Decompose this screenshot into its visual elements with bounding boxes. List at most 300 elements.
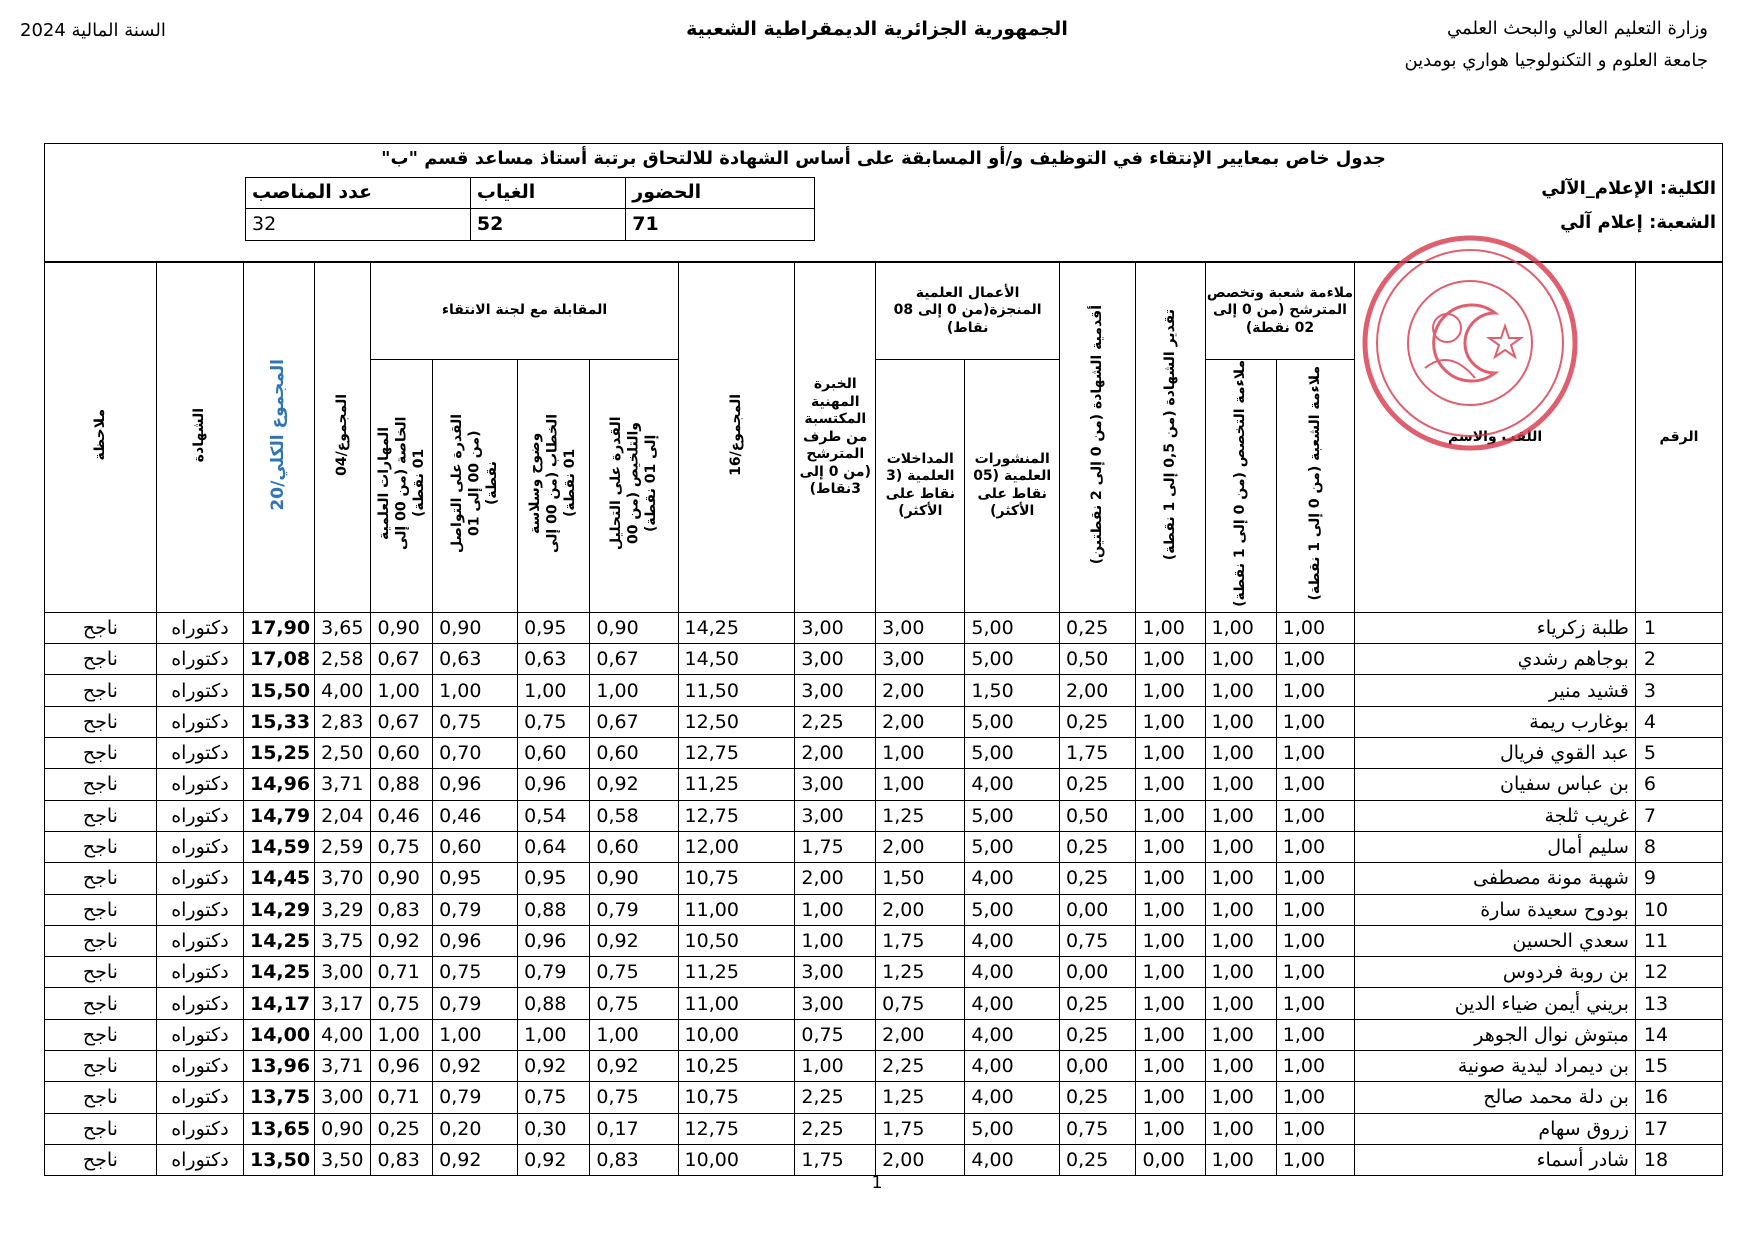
- cell-pub: 4,00: [965, 988, 1060, 1019]
- faculty-label: الكلية:: [1659, 178, 1716, 199]
- cell-tot: 14,59: [243, 831, 314, 862]
- cell-deg: دكتوراه: [156, 1113, 243, 1144]
- cell-name: شهبة مونة مصطفى: [1355, 863, 1636, 894]
- cell-deg: دكتوراه: [156, 769, 243, 800]
- cell-sk: 0,71: [371, 957, 433, 988]
- cell-com: 2,00: [876, 1019, 965, 1050]
- cell-an: 0,92: [590, 769, 678, 800]
- cell-rem: ناجح: [45, 894, 157, 925]
- cell-exp: 3,00: [795, 612, 876, 643]
- cell-sb: 1,00: [1276, 706, 1355, 737]
- cell-an: 1,00: [590, 675, 678, 706]
- cell-an: 0,60: [590, 831, 678, 862]
- cell-pub: 5,00: [965, 738, 1060, 769]
- cell-name: طلبة زكرياء: [1355, 612, 1636, 643]
- cell-ss: 1,00: [1205, 925, 1276, 956]
- cell-com: 1,75: [876, 1113, 965, 1144]
- cell-name: قشيد منير: [1355, 675, 1636, 706]
- col-degree: الشهادة: [156, 262, 243, 612]
- cell-ds: 0,75: [1059, 1113, 1136, 1144]
- cell-tot: 14,25: [243, 925, 314, 956]
- cell-name: شادر أسماء: [1355, 1144, 1636, 1175]
- cell-com: 2,00: [876, 1144, 965, 1175]
- cell-sb: 1,00: [1276, 1082, 1355, 1113]
- cell-tot: 13,65: [243, 1113, 314, 1144]
- cell-exp: 3,00: [795, 644, 876, 675]
- table-title: جدول خاص بمعايير الإنتقاء في التوظيف و/أو المسابقة على أساس الشهادة للالتحاق برتبة أستاذ مساعد قسم "ب": [381, 148, 1386, 169]
- cell-t16: 10,00: [678, 1144, 795, 1175]
- col-num: الرقم: [1635, 262, 1722, 612]
- table-row: [45, 988, 1723, 1019]
- cell-dg: 1,00: [1136, 1082, 1205, 1113]
- cell-pub: 5,00: [965, 706, 1060, 737]
- cell-dg: 1,00: [1136, 894, 1205, 925]
- cell-exp: 3,00: [795, 957, 876, 988]
- cell-com: 2,00: [876, 831, 965, 862]
- cell-cl: 0,92: [518, 1144, 590, 1175]
- cell-an: 0,75: [590, 957, 678, 988]
- candidate-rows: [45, 612, 1723, 1175]
- cell-n: 10: [1635, 894, 1722, 925]
- cell-rem: ناجح: [45, 925, 157, 956]
- cell-n: 14: [1635, 1019, 1722, 1050]
- cell-name: مبتوش نوال الجوهر: [1355, 1019, 1636, 1050]
- cell-pub: 4,00: [965, 1051, 1060, 1082]
- cell-cl: 0,95: [518, 863, 590, 894]
- present-count: 71: [626, 209, 815, 240]
- cell-cm: 0,90: [433, 612, 518, 643]
- cell-rem: ناجح: [45, 675, 157, 706]
- faculty-value: الإعلام_الآلي: [1541, 178, 1654, 199]
- cell-com: 1,00: [876, 769, 965, 800]
- cell-rem: ناجح: [45, 738, 157, 769]
- col-remark: ملاحظة: [45, 262, 157, 612]
- cell-cl: 0,54: [518, 800, 590, 831]
- cell-sk: 0,96: [371, 1051, 433, 1082]
- cell-sb: 1,00: [1276, 831, 1355, 862]
- cell-t4: 3,00: [315, 1082, 371, 1113]
- cell-n: 17: [1635, 1113, 1722, 1144]
- cell-pub: 4,00: [965, 1082, 1060, 1113]
- cell-ds: 0,25: [1059, 863, 1136, 894]
- cell-name: بن ديمراد ليدية صونية: [1355, 1051, 1636, 1082]
- table-row: [45, 1051, 1723, 1082]
- fiscal-year: السنة المالية 2024: [20, 20, 166, 41]
- col-suit-branch: ملاءمة الشعبة (من 0 إلى 1 نقطة): [1276, 359, 1355, 612]
- cell-ds: 2,00: [1059, 675, 1136, 706]
- cell-t16: 12,50: [678, 706, 795, 737]
- cell-t16: 12,75: [678, 738, 795, 769]
- cell-exp: 1,00: [795, 894, 876, 925]
- cell-ds: 0,25: [1059, 988, 1136, 1019]
- cell-pub: 4,00: [965, 957, 1060, 988]
- cell-t4: 2,58: [315, 644, 371, 675]
- cell-t16: 14,50: [678, 644, 795, 675]
- cell-pub: 4,00: [965, 769, 1060, 800]
- cell-n: 3: [1635, 675, 1722, 706]
- cell-sk: 0,92: [371, 925, 433, 956]
- col-interview-group: المقابلة مع لجنة الانتقاء: [371, 262, 678, 359]
- cell-rem: ناجح: [45, 644, 157, 675]
- cell-ds: 0,25: [1059, 769, 1136, 800]
- cell-sb: 1,00: [1276, 800, 1355, 831]
- cell-exp: 1,75: [795, 831, 876, 862]
- cell-ds: 0,50: [1059, 800, 1136, 831]
- cell-deg: دكتوراه: [156, 1051, 243, 1082]
- cell-t4: 3,65: [315, 612, 371, 643]
- cell-tot: 14,00: [243, 1019, 314, 1050]
- cell-t16: 10,75: [678, 1082, 795, 1113]
- col-suit-spec: ملاءمة التخصص (من 0 إلى 1 نقطة): [1205, 359, 1276, 612]
- cell-rem: ناجح: [45, 1144, 157, 1175]
- cell-sk: 0,75: [371, 831, 433, 862]
- present-label: الحضور: [626, 178, 815, 209]
- cell-name: بوجاهم رشدي: [1355, 644, 1636, 675]
- cell-cl: 0,75: [518, 706, 590, 737]
- cell-t4: 4,00: [315, 1019, 371, 1050]
- cell-name: بن عباس سفيان: [1355, 769, 1636, 800]
- cell-dg: 1,00: [1136, 644, 1205, 675]
- col-name: اللقب والاسم: [1355, 262, 1636, 612]
- cell-sk: 0,46: [371, 800, 433, 831]
- cell-rem: ناجح: [45, 706, 157, 737]
- cell-n: 5: [1635, 738, 1722, 769]
- cell-n: 11: [1635, 925, 1722, 956]
- cell-tot: 15,25: [243, 738, 314, 769]
- cell-cl: 0,30: [518, 1113, 590, 1144]
- cell-cm: 1,00: [433, 675, 518, 706]
- cell-n: 1: [1635, 612, 1722, 643]
- cell-t4: 3,71: [315, 769, 371, 800]
- cell-an: 0,83: [590, 1144, 678, 1175]
- cell-tot: 14,45: [243, 863, 314, 894]
- positions-count: 32: [246, 209, 471, 240]
- cell-cm: 0,79: [433, 1082, 518, 1113]
- cell-pub: 5,00: [965, 644, 1060, 675]
- cell-ds: 0,25: [1059, 1082, 1136, 1113]
- cell-pub: 5,00: [965, 831, 1060, 862]
- cell-deg: دكتوراه: [156, 675, 243, 706]
- cell-sk: 0,90: [371, 863, 433, 894]
- cell-exp: 1,00: [795, 1051, 876, 1082]
- col-works-group: الأعمال العلمية المنجزة(من 0 إلى 08 نقاط): [876, 262, 1060, 359]
- cell-sb: 1,00: [1276, 1144, 1355, 1175]
- cell-t16: 14,25: [678, 612, 795, 643]
- cell-rem: ناجح: [45, 800, 157, 831]
- col-analysis: القدرة على التحليل والتلخيص (من 00 إلى 01 نقطة): [590, 359, 678, 612]
- cell-deg: دكتوراه: [156, 863, 243, 894]
- cell-name: بوغارب ريمة: [1355, 706, 1636, 737]
- table-row: [45, 675, 1723, 706]
- cell-exp: 2,00: [795, 863, 876, 894]
- cell-t16: 11,00: [678, 894, 795, 925]
- cell-t4: 3,50: [315, 1144, 371, 1175]
- cell-ds: 0,25: [1059, 612, 1136, 643]
- cell-n: 6: [1635, 769, 1722, 800]
- cell-exp: 3,00: [795, 800, 876, 831]
- cell-deg: دكتوراه: [156, 738, 243, 769]
- col-communications: المداخلات العلمية (3 نقاط على الأكثر): [876, 359, 965, 612]
- cell-pub: 4,00: [965, 863, 1060, 894]
- cell-com: 3,00: [876, 644, 965, 675]
- col-communication: القدرة على التواصل (من 00 إلى 01 نقطة): [433, 359, 518, 612]
- cell-sk: 1,00: [371, 1019, 433, 1050]
- cell-n: 12: [1635, 957, 1722, 988]
- cell-exp: 2,00: [795, 738, 876, 769]
- cell-t4: 3,00: [315, 957, 371, 988]
- cell-sb: 1,00: [1276, 988, 1355, 1019]
- cell-name: سعدي الحسين: [1355, 925, 1636, 956]
- cell-t4: 3,17: [315, 988, 371, 1019]
- cell-n: 7: [1635, 800, 1722, 831]
- cell-t4: 2,83: [315, 706, 371, 737]
- cell-rem: ناجح: [45, 1113, 157, 1144]
- cell-com: 1,25: [876, 800, 965, 831]
- table-row: [45, 644, 1723, 675]
- cell-deg: دكتوراه: [156, 1144, 243, 1175]
- cell-sb: 1,00: [1276, 769, 1355, 800]
- cell-tot: 17,90: [243, 612, 314, 643]
- cell-dg: 1,00: [1136, 769, 1205, 800]
- cell-ss: 1,00: [1205, 1144, 1276, 1175]
- cell-sb: 1,00: [1276, 1113, 1355, 1144]
- cell-ss: 1,00: [1205, 831, 1276, 862]
- cell-an: 0,92: [590, 1051, 678, 1082]
- cell-an: 0,90: [590, 612, 678, 643]
- cell-an: 0,92: [590, 925, 678, 956]
- cell-sk: 1,00: [371, 675, 433, 706]
- cell-n: 15: [1635, 1051, 1722, 1082]
- cell-t16: 10,75: [678, 863, 795, 894]
- cell-cm: 0,95: [433, 863, 518, 894]
- cell-ss: 1,00: [1205, 988, 1276, 1019]
- cell-t16: 12,00: [678, 831, 795, 862]
- cell-ss: 1,00: [1205, 769, 1276, 800]
- cell-name: غريب ثلجة: [1355, 800, 1636, 831]
- cell-ss: 1,00: [1205, 738, 1276, 769]
- cell-sk: 0,88: [371, 769, 433, 800]
- cell-n: 9: [1635, 863, 1722, 894]
- cell-rem: ناجح: [45, 1082, 157, 1113]
- cell-an: 0,17: [590, 1113, 678, 1144]
- table-row: [45, 1019, 1723, 1050]
- cell-sk: 0,90: [371, 612, 433, 643]
- cell-com: 1,25: [876, 957, 965, 988]
- col-degree-grade: تقدير الشهادة (من 0,5 إلى 1 نقطة): [1136, 262, 1205, 612]
- table-row: [45, 612, 1723, 643]
- cell-ss: 1,00: [1205, 706, 1276, 737]
- cell-dg: 1,00: [1136, 831, 1205, 862]
- cell-dg: 1,00: [1136, 738, 1205, 769]
- branch-label: الشعبة:: [1649, 212, 1716, 233]
- cell-tot: 15,33: [243, 706, 314, 737]
- cell-name: بودوح سعيدة سارة: [1355, 894, 1636, 925]
- table-row: [45, 1082, 1723, 1113]
- cell-an: 0,75: [590, 988, 678, 1019]
- cell-cl: 0,79: [518, 957, 590, 988]
- cell-ds: 0,25: [1059, 831, 1136, 862]
- cell-cm: 0,60: [433, 831, 518, 862]
- cell-dg: 1,00: [1136, 1113, 1205, 1144]
- cell-pub: 5,00: [965, 612, 1060, 643]
- cell-tot: 13,96: [243, 1051, 314, 1082]
- cell-t16: 10,50: [678, 925, 795, 956]
- cell-sb: 1,00: [1276, 1051, 1355, 1082]
- cell-name: عبد القوي فريال: [1355, 738, 1636, 769]
- cell-cl: 0,92: [518, 1051, 590, 1082]
- cell-cm: 0,92: [433, 1144, 518, 1175]
- cell-tot: 14,17: [243, 988, 314, 1019]
- cell-cm: 0,20: [433, 1113, 518, 1144]
- cell-exp: 3,00: [795, 988, 876, 1019]
- cell-sb: 1,00: [1276, 644, 1355, 675]
- cell-deg: دكتوراه: [156, 988, 243, 1019]
- cell-deg: دكتوراه: [156, 612, 243, 643]
- cell-name: زروق سهام: [1355, 1113, 1636, 1144]
- cell-deg: دكتوراه: [156, 925, 243, 956]
- cell-ss: 1,00: [1205, 1113, 1276, 1144]
- cell-sk: 0,67: [371, 706, 433, 737]
- col-publications: المنشورات العلمية (05 نقاط على الأكثر): [965, 359, 1060, 612]
- cell-t16: 10,00: [678, 1019, 795, 1050]
- cell-cl: 0,64: [518, 831, 590, 862]
- cell-dg: 1,00: [1136, 957, 1205, 988]
- cell-deg: دكتوراه: [156, 957, 243, 988]
- cell-cl: 0,75: [518, 1082, 590, 1113]
- absent-label: الغياب: [470, 178, 625, 209]
- cell-pub: 5,00: [965, 894, 1060, 925]
- cell-rem: ناجح: [45, 1051, 157, 1082]
- cell-cm: 0,92: [433, 1051, 518, 1082]
- cell-sb: 1,00: [1276, 863, 1355, 894]
- cell-tot: 14,79: [243, 800, 314, 831]
- cell-name: بن روبة فردوس: [1355, 957, 1636, 988]
- cell-ds: 0,00: [1059, 894, 1136, 925]
- cell-exp: 2,25: [795, 706, 876, 737]
- cell-cm: 0,70: [433, 738, 518, 769]
- cell-n: 8: [1635, 831, 1722, 862]
- cell-exp: 3,00: [795, 675, 876, 706]
- cell-ds: 0,25: [1059, 1019, 1136, 1050]
- cell-ds: 0,50: [1059, 644, 1136, 675]
- cell-sb: 1,00: [1276, 675, 1355, 706]
- table-header-block: [45, 144, 1723, 263]
- cell-t4: 3,29: [315, 894, 371, 925]
- table-row: [45, 1113, 1723, 1144]
- col-total16: المجموع/16: [678, 262, 795, 612]
- cell-cl: 0,88: [518, 894, 590, 925]
- cell-ds: 0,75: [1059, 925, 1136, 956]
- cell-tot: 14,96: [243, 769, 314, 800]
- cell-name: بن دلة محمد صالح: [1355, 1082, 1636, 1113]
- cell-exp: 0,75: [795, 1019, 876, 1050]
- branch-value: إعلام آلي: [1560, 212, 1643, 233]
- table-row: [45, 1144, 1723, 1175]
- cell-dg: 1,00: [1136, 1019, 1205, 1050]
- university-name: جامعة العلوم و التكنولوجيا هواري بومدين: [1404, 50, 1708, 71]
- cell-dg: 1,00: [1136, 800, 1205, 831]
- cell-pub: 1,50: [965, 675, 1060, 706]
- cell-cl: 0,95: [518, 612, 590, 643]
- cell-tot: 13,50: [243, 1144, 314, 1175]
- cell-cm: 0,63: [433, 644, 518, 675]
- cell-cm: 0,79: [433, 894, 518, 925]
- cell-deg: دكتوراه: [156, 1019, 243, 1050]
- cell-t16: 12,75: [678, 1113, 795, 1144]
- cell-deg: دكتوراه: [156, 706, 243, 737]
- cell-name: سليم أمال: [1355, 831, 1636, 862]
- cell-pub: 4,00: [965, 1019, 1060, 1050]
- cell-com: 2,25: [876, 1051, 965, 1082]
- cell-t16: 10,25: [678, 1051, 795, 1082]
- cell-ss: 1,00: [1205, 1051, 1276, 1082]
- page-number: 1: [871, 1173, 883, 1193]
- cell-exp: 1,00: [795, 925, 876, 956]
- cell-sk: 0,71: [371, 1082, 433, 1113]
- cell-cl: 0,96: [518, 769, 590, 800]
- cell-rem: ناجح: [45, 831, 157, 862]
- cell-deg: دكتوراه: [156, 831, 243, 862]
- cell-rem: ناجح: [45, 863, 157, 894]
- cell-rem: ناجح: [45, 1019, 157, 1050]
- cell-cl: 0,88: [518, 988, 590, 1019]
- cell-sk: 0,25: [371, 1113, 433, 1144]
- cell-n: 16: [1635, 1082, 1722, 1113]
- cell-dg: 1,00: [1136, 1051, 1205, 1082]
- cell-sb: 1,00: [1276, 894, 1355, 925]
- cell-ss: 1,00: [1205, 957, 1276, 988]
- ministry-name: وزارة التعليم العالي والبحث العلمي: [1447, 18, 1708, 39]
- cell-t16: 12,75: [678, 800, 795, 831]
- table-row: [45, 863, 1723, 894]
- cell-dg: 1,00: [1136, 925, 1205, 956]
- cell-pub: 5,00: [965, 1113, 1060, 1144]
- cell-sb: 1,00: [1276, 612, 1355, 643]
- cell-ss: 1,00: [1205, 894, 1276, 925]
- cell-t4: 2,04: [315, 800, 371, 831]
- cell-cl: 0,60: [518, 738, 590, 769]
- col-clarity: وضوح وسلاسة الخطاب (من 00 إلى 01 نقطة): [518, 359, 590, 612]
- col-experience: الخبرة المهنية المكتسبة من طرف المترشح (من 0 إلى 3نقاط): [795, 262, 876, 612]
- cell-t16: 11,50: [678, 675, 795, 706]
- cell-pub: 4,00: [965, 925, 1060, 956]
- cell-dg: 0,00: [1136, 1144, 1205, 1175]
- cell-deg: دكتوراه: [156, 644, 243, 675]
- cell-ds: 0,00: [1059, 957, 1136, 988]
- cell-rem: ناجح: [45, 988, 157, 1019]
- cell-an: 0,90: [590, 863, 678, 894]
- cell-com: 1,00: [876, 738, 965, 769]
- cell-rem: ناجح: [45, 612, 157, 643]
- cell-dg: 1,00: [1136, 988, 1205, 1019]
- col-suitability-group: ملاءمة شعبة وتخصص المترشح (من 0 إلى 02 نقطة): [1205, 262, 1355, 359]
- cell-cm: 0,96: [433, 925, 518, 956]
- cell-n: 4: [1635, 706, 1722, 737]
- cell-t4: 3,71: [315, 1051, 371, 1082]
- cell-sb: 1,00: [1276, 738, 1355, 769]
- cell-ds: 0,25: [1059, 706, 1136, 737]
- cell-sk: 0,60: [371, 738, 433, 769]
- cell-com: 1,50: [876, 863, 965, 894]
- cell-ss: 1,00: [1205, 1082, 1276, 1113]
- cell-ss: 1,00: [1205, 612, 1276, 643]
- cell-rem: ناجح: [45, 957, 157, 988]
- cell-ss: 1,00: [1205, 800, 1276, 831]
- republic-name: الجمهورية الجزائرية الديمقراطية الشعبية: [686, 18, 1068, 40]
- cell-com: 2,00: [876, 706, 965, 737]
- cell-cl: 0,96: [518, 925, 590, 956]
- table-row: [45, 925, 1723, 956]
